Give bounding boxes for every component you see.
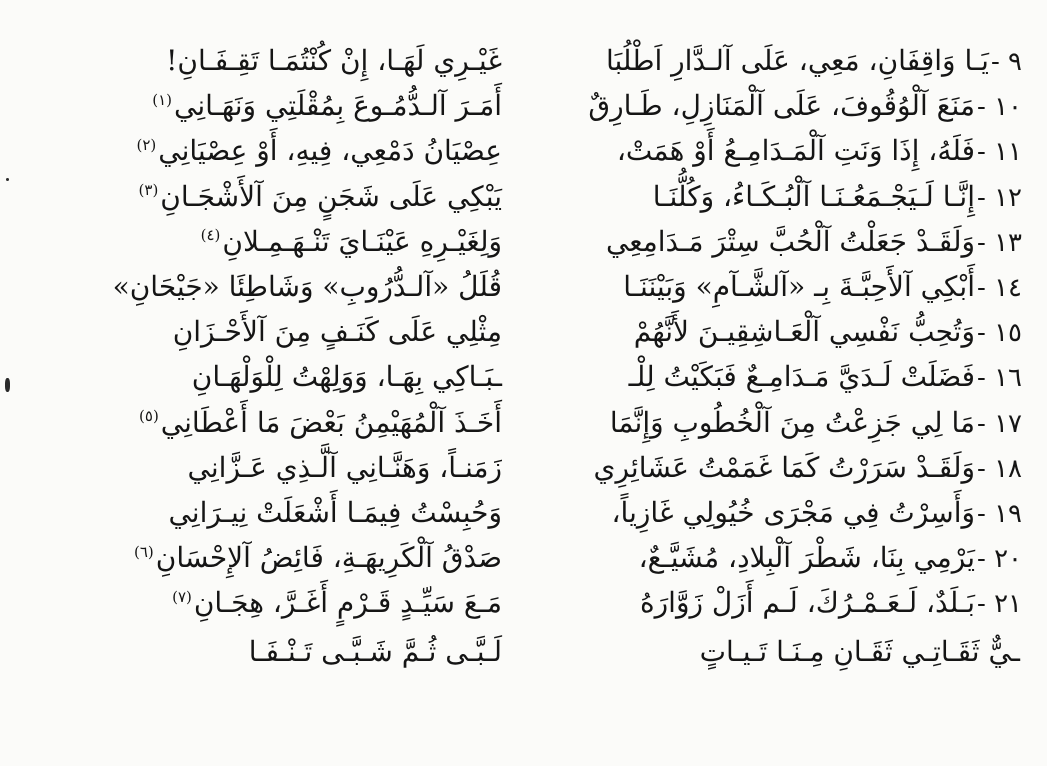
verse-line xyxy=(62,625,1022,669)
second-hemistich-text: لَـبَّـى ثُـمَّ شَـبَّـى تَـنْـفَـا xyxy=(248,635,502,669)
first-hemistich xyxy=(537,174,1022,221)
second-hemistich xyxy=(62,219,502,264)
poem-verses xyxy=(62,38,1022,669)
second-hemistich-text: ـبَـاكِي بِهَـا، وَوَلِهْتُ لِلْوَلْهَـانِ xyxy=(191,360,502,394)
margin-speck xyxy=(6,178,9,181)
second-hemistich-text: مِثْلِي عَلَى كَنَـفٍ مِنَ آلأَحْـزَانِ xyxy=(172,315,502,349)
verse-line xyxy=(62,38,1022,83)
verse-line xyxy=(62,580,1022,625)
second-hemistich xyxy=(62,445,502,490)
second-hemistich-text: زَمَنـاً، وَهَنَّـانِي آلَّـذِي عَـزَّانِي xyxy=(187,450,502,484)
verse-number: ١٦ - xyxy=(977,363,1022,394)
first-hemistich xyxy=(537,580,1022,627)
second-hemistich xyxy=(62,174,502,219)
verse-line xyxy=(62,219,1022,264)
verse-line xyxy=(62,309,1022,354)
second-hemistich-text: صَدْقُ آلْكَرِيهَـةِ، فَائِضُ آلإِحْسَانِ xyxy=(155,541,502,575)
verse-line xyxy=(62,400,1022,445)
first-hemistich xyxy=(537,490,1022,537)
first-hemistich-text: وَلَقَـدْ جَعَلْتُ آلْحُبَّ سِتْرَ مَـدَامِعِي xyxy=(605,224,975,258)
verse-number: ١١ - xyxy=(977,137,1022,168)
first-hemistich xyxy=(537,535,1022,582)
first-hemistich-text: أَبْكِي آلأَحِبَّـةَ بِـ «آلشَّـآمِ» وَبَيْنَنَـا xyxy=(623,269,975,303)
footnote-marker: (٦) xyxy=(134,542,154,561)
verse-number: ١٤ - xyxy=(977,272,1022,303)
first-hemistich xyxy=(537,354,1022,401)
second-hemistich xyxy=(62,490,502,535)
second-hemistich-text: أَمَـرَ آلـدُّمُـوعَ بِمُقْلَتِي وَنَهَـانِي xyxy=(173,89,502,123)
first-hemistich xyxy=(537,309,1022,356)
verse-number: ١٢ - xyxy=(977,182,1022,213)
second-hemistich xyxy=(62,38,502,83)
first-hemistich xyxy=(537,38,1022,85)
verse-number: ١٨ - xyxy=(977,453,1022,484)
first-hemistich-text: وَتُحِبُّ نَفْسِي آلْعَـاشِقِيـنَ لأَنَّهُمْ xyxy=(633,315,975,349)
second-hemistich xyxy=(62,629,502,674)
verse-line xyxy=(62,490,1022,535)
first-hemistich xyxy=(537,264,1022,311)
first-hemistich xyxy=(537,400,1022,447)
footnote-marker: (٥) xyxy=(139,407,159,426)
verse-line xyxy=(62,174,1022,219)
first-hemistich-text: فَضَلَتْ لَـدَيَّ مَـدَامِـعٌ فَبَكَيْتُ لِلْـ xyxy=(628,360,975,394)
footnote-marker: (٣) xyxy=(138,181,159,200)
first-hemistich xyxy=(537,629,1022,676)
verse-number: ١٠ - xyxy=(977,92,1022,123)
verse-line xyxy=(62,83,1022,128)
verse-number: ٢١ - xyxy=(977,589,1022,620)
verse-line xyxy=(62,445,1022,490)
second-hemistich xyxy=(62,535,502,580)
second-hemistich xyxy=(62,128,502,173)
verse-number: ١٥ - xyxy=(977,318,1022,349)
footnote-marker: (٢) xyxy=(136,136,157,155)
second-hemistich xyxy=(62,354,502,399)
second-hemistich-text: أَخَـذَ آلْمُهَيْمِنُ بَعْضَ مَا أَعْطَانِي xyxy=(160,405,502,439)
footnote-marker: (١) xyxy=(152,90,172,109)
second-hemistich-text: مَـعَ سَيِّـدٍ قَـرْمٍ أَغَـرَّ، هِجَـانِ xyxy=(193,586,502,620)
first-hemistich xyxy=(537,128,1022,175)
second-hemistich xyxy=(62,83,502,128)
margin-speck xyxy=(5,378,10,392)
first-hemistich-text: يَرْمِي بِنَا، شَطْرَ آلْبِلادِ، مُشَيَّـعٌ، xyxy=(638,541,975,575)
footnote-marker: (٤) xyxy=(200,226,221,245)
verse-number: ٩ - xyxy=(990,47,1022,77)
second-hemistich xyxy=(62,264,502,309)
first-hemistich-text: فَلَهُ، إِذَا وَنَتِ آلْمَـدَامِـعُ أَوْ هَمَتْ، xyxy=(616,134,975,168)
second-hemistich-text: وَلِغَيْـرِهِ عَيْنَـايَ تَنْـهَـمِـلانِ xyxy=(222,224,502,258)
first-hemistich-text: وَأَسِرْتُ فِي مَجْرَى خُيُولِي غَازِياً، xyxy=(611,495,975,529)
verse-line xyxy=(62,264,1022,309)
verse-number: ١٧ - xyxy=(977,408,1022,439)
second-hemistich xyxy=(62,400,502,445)
first-hemistich-text: مَنَعَ آلْوُقُوفَ، عَلَى آلْمَنَازِلِ، طَـارِقٌ xyxy=(588,89,975,123)
first-hemistich xyxy=(537,83,1022,130)
second-hemistich-text: غَيْـرِي لَهَـا، إِنْ كُنْتُمَـا تَقِـفَـانِ! xyxy=(166,44,502,77)
verse-line xyxy=(62,354,1022,399)
verse-number: ٢٠ - xyxy=(977,544,1022,575)
second-hemistich xyxy=(62,580,502,625)
first-hemistich xyxy=(537,445,1022,492)
first-hemistich-text: مَا لِي جَزِعْتُ مِنَ آلْخُطُوبِ وَإِنَّمَا xyxy=(609,405,975,439)
footnote-marker: (٧) xyxy=(172,587,192,606)
first-hemistich xyxy=(537,219,1022,266)
first-hemistich-text: ـيٌّ ثَقَـاتِـي ثَقَـانِ مِـنَـا تَـيـاتٍ xyxy=(699,635,1020,669)
second-hemistich-text: يَبْكِي عَلَى شَجَنٍ مِنَ آلأَشْجَـانِ xyxy=(160,179,502,213)
second-hemistich-text: عِصْيَانُ دَمْعِي، فِيهِ، أَوْ عِصْيَانِي xyxy=(158,134,502,168)
first-hemistich-text: بَـلَدٌ، لَـعَـمْـرُكَ، لَـم أَزَلْ زَوَّارَهُ xyxy=(639,586,975,620)
verse-number: ١٣ - xyxy=(977,227,1022,258)
second-hemistich-text: وَحُبِسْتُ فِيمَـا أَشْعَلَتْ نِيـرَانِي xyxy=(168,495,502,529)
verse-number: ١٩ - xyxy=(977,498,1022,529)
verse-line xyxy=(62,128,1022,173)
second-hemistich xyxy=(62,309,502,354)
first-hemistich-text: وَلَقَـدْ سَرَرْتُ كَمَا غَمَمْتُ عَشَائِرِي xyxy=(593,450,975,484)
second-hemistich-text: قُلَلُ «آلـدُّرُوبِ» وَشَاطِئَا «جَيْحَانِ» xyxy=(112,269,502,303)
verse-line xyxy=(62,535,1022,580)
first-hemistich-text: يَـا وَاقِفَانِ، مَعِي، عَلَى آلـدَّارِ اَطْلُبَا xyxy=(605,44,989,77)
first-hemistich-text: إِنَّـا لَـيَجْـمَعُـنَـا آلْبُـكَـاءُ، وَكُلُّنَـا xyxy=(652,179,975,213)
